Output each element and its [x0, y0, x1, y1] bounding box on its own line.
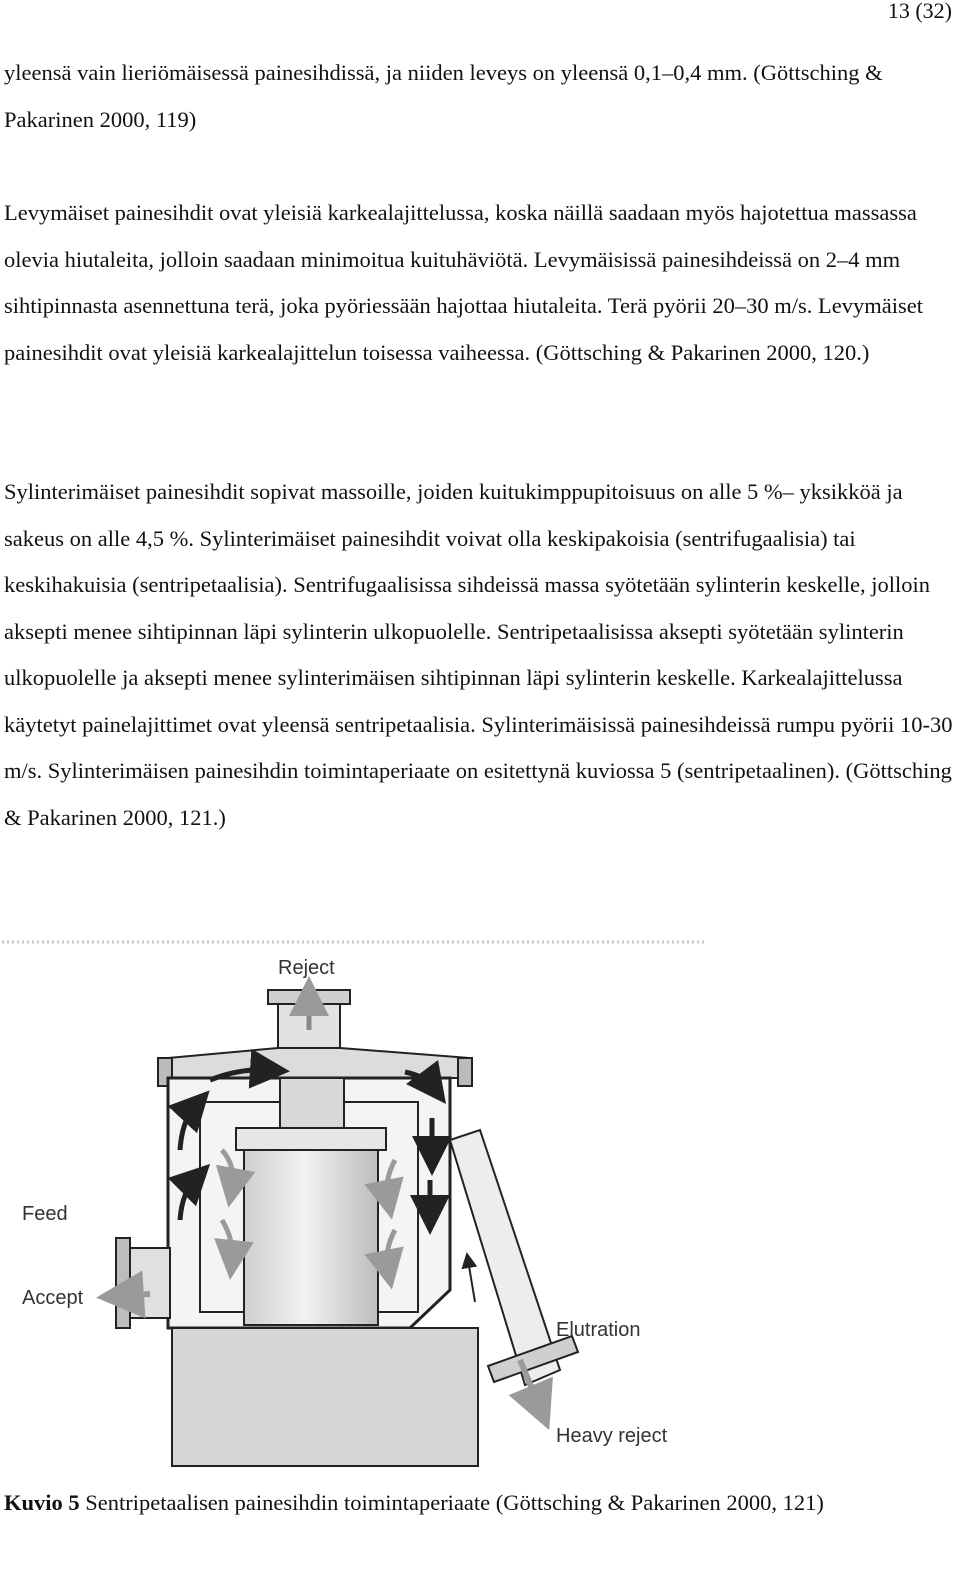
- pressure-screen-figure: [0, 930, 960, 1470]
- label-feed: Feed: [22, 1203, 68, 1225]
- rotor-cap: [236, 1128, 386, 1150]
- paragraph-2: Levymäiset painesihdit ovat yleisiä karkealajittelussa, koska näillä saadaan myös hajotettua massassa olevia hiutaleita, jolloin saadaan minimoitua kuituhäviötä. Levymäisissä painesihdeissä on 2–4 mm sihtipinnasta asennettuna terä, joka pyöriessään hajottaa hiutaleita. Terä pyörii 20–30 m/s. Levymäiset painesihdit ovat yleisiä karkealajittelun toisessa vaiheessa. (Göttsching & Pakarinen 2000, 120.): [4, 200, 923, 365]
- caption-label: Kuvio 5: [4, 1490, 80, 1515]
- figure-caption: [4, 1482, 954, 1524]
- caption-text: Sentripetaalisen painesihdin toimintaperiaate (Göttsching & Pakarinen 2000, 121): [79, 1490, 824, 1515]
- screen-lid: [168, 1048, 470, 1078]
- feed-accept-nozzle: [128, 1248, 170, 1318]
- rotor-cylinder: [244, 1150, 378, 1325]
- label-reject: Reject: [278, 957, 335, 979]
- screen-base: [172, 1328, 478, 1466]
- paragraph-3: Sylinterimäiset painesihdit sopivat massoille, joiden kuitukimppupitoisuus on alle 5 %– yksikköä ja sakeus on alle 4,5 %. Sylinterimäiset painesihdit voivat olla keskipakoisia (sentrifugaalisia) tai keskihakuisia (sentripetaalisia). Sentrifugaalisissa sihdeissä massa syötetään sylinterin keskelle, jolloin aksepti menee sihtipinnan läpi sylinterin ulkopuolelle. Sentripetaalisissa aksepti syötetään sylinterin ulkopuolelle ja aksepti menee sylinterimäisen sihtipinnan läpi sylinterin keskelle. Karkealajittelussa käytetyt painelajittimet ovat yleensä sentripetaalisia. Sylinterimäisissä painesihdeissä rumpu pyörii 10-30 m/s. Sylinterimäisen painesihdin toimintaperiaate on esitettynä kuviossa 5 (sentripetaalinen). (Göttsching & Pakarinen 2000, 121.): [4, 479, 953, 830]
- page-number: 13 (32): [887, 0, 952, 23]
- label-elutration: Elutration: [556, 1319, 641, 1341]
- label-heavy-reject: Heavy reject: [556, 1425, 668, 1447]
- elutration-arrow: [468, 1260, 475, 1302]
- accept-arrow: [120, 1294, 150, 1296]
- label-accept: Accept: [22, 1287, 84, 1309]
- pressure-screen-diagram: [0, 930, 960, 1470]
- paragraph-1: yleensä vain lieriömäisessä painesihdissä, ja niiden leveys on yleensä 0,1–0,4 mm. (Göttsching & Pakarinen 2000, 119): [4, 60, 883, 132]
- lid-bolt-right: [458, 1058, 472, 1086]
- rotor-hub: [280, 1078, 344, 1128]
- nozzle-flange: [116, 1238, 130, 1328]
